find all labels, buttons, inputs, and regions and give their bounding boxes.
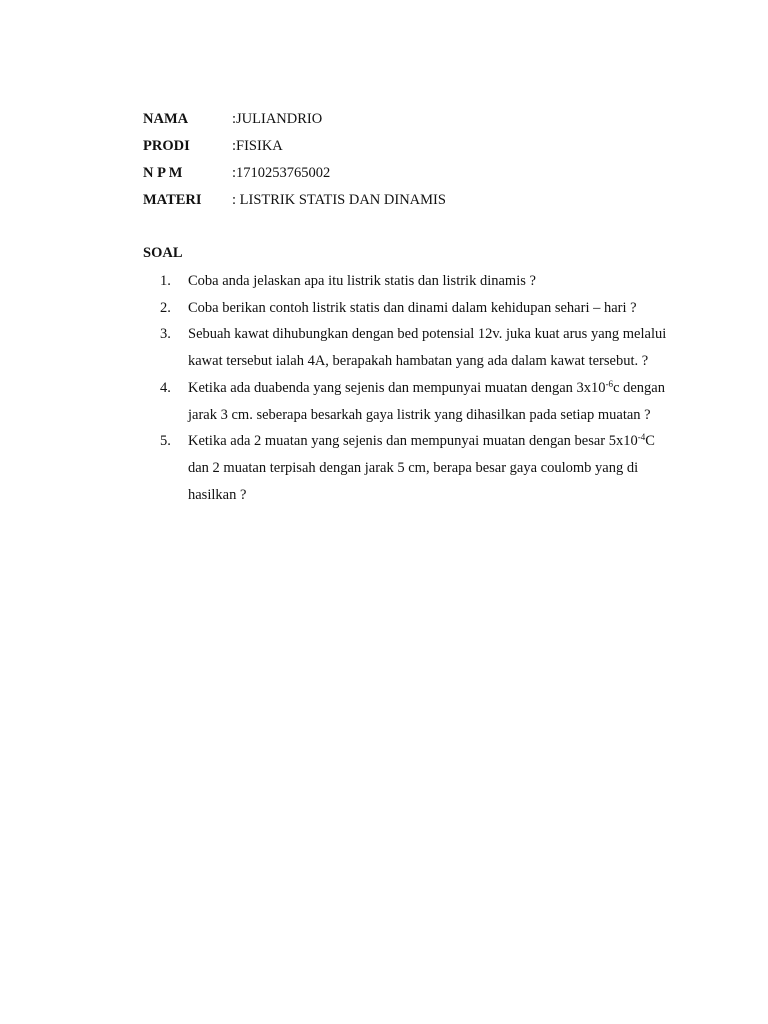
question-item-3 [160, 321, 670, 374]
npm-label: N P M [143, 165, 183, 181]
npm-row [143, 163, 330, 183]
question-number: 2. [160, 299, 171, 316]
question-text-part: Ketika ada duabenda yang sejenis dan mempunyai muatan dengan 3x10 [188, 379, 606, 396]
nama-label: NAMA [143, 111, 189, 127]
question-text-part: C dan 2 muatan terpisah dengan jarak 5 cm, berapa besar gaya coulomb yang di hasilkan ? [188, 433, 655, 503]
question-text [188, 428, 670, 508]
question-number: 1. [160, 273, 171, 289]
npm-value: :1710253765002 [232, 165, 331, 181]
question-item-5 [160, 428, 670, 508]
question-number: 3. [160, 326, 171, 343]
materi-label: MATERI [143, 192, 202, 208]
materi-row [143, 190, 446, 210]
question-item-2 [160, 295, 670, 322]
exponent: -6 [605, 378, 614, 389]
question-text-part: Ketika ada 2 muatan yang sejenis dan mempunyai muatan dengan besar 5x10 [188, 433, 638, 450]
materi-value: : LISTRIK STATIS DAN DINAMIS [232, 192, 446, 208]
question-number: 5. [160, 433, 171, 450]
question-item-4 [160, 375, 670, 428]
question-text [188, 375, 670, 428]
prodi-row [143, 136, 283, 156]
question-text: Coba berikan contoh listrik statis dan dinami dalam kehidupan sehari – hari ? [188, 299, 637, 316]
soal-heading: SOAL [143, 245, 183, 261]
prodi-label: PRODI [143, 138, 190, 154]
question-text: Sebuah kawat dihubungkan dengan bed potensial 12v. juka kuat arus yang melalui kawat tersebut ialah 4A, berapakah hambatan yang ada dalam kawat tersebut. ? [188, 326, 667, 370]
question-list [160, 268, 670, 508]
prodi-value: :FISIKA [232, 138, 283, 154]
question-number: 4. [160, 379, 171, 396]
exponent: -4 [637, 432, 646, 443]
nama-value: :JULIANDRIO [232, 111, 323, 127]
question-item-1 [160, 268, 670, 295]
nama-row [143, 109, 322, 129]
question-text-part: c dengan jarak 3 cm. seberapa besarkah gaya listrik yang dihasilkan pada setiap muatan ? [188, 379, 665, 423]
question-text: Coba anda jelaskan apa itu listrik statis dan listrik dinamis ? [188, 273, 536, 289]
